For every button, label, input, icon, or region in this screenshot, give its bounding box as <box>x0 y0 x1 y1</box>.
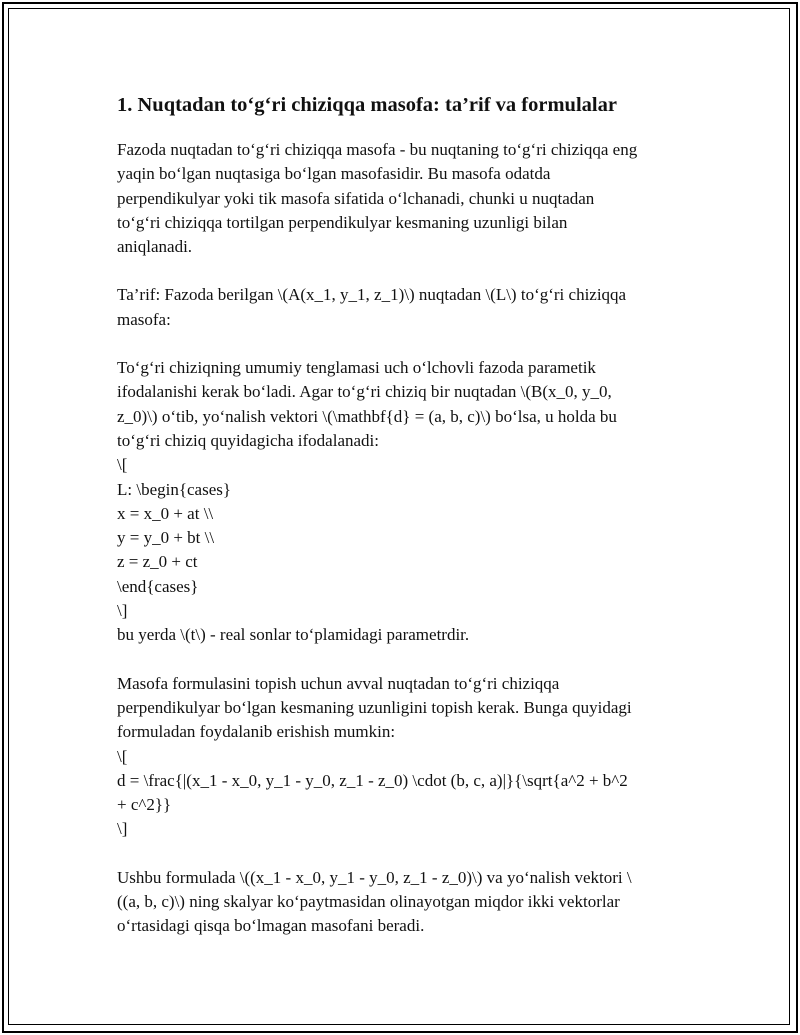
document-body <box>117 88 689 963</box>
text-line: + c^2}} <box>117 795 172 815</box>
text-line: masofa: <box>117 309 171 329</box>
text-line: \] <box>117 819 128 839</box>
text-line: o‘rtasidagi qisqa bo‘lmagan masofani beradi. <box>117 916 425 936</box>
text-line: to‘g‘ri chiziq quyidagicha ifodalanadi: <box>117 430 379 450</box>
text-line: d = \frac{|(x_1 - x_0, y_1 - y_0, z_1 - z_0) \cdot (b, c, a)|}{\sqrt{a^2 + b^2 <box>117 770 628 790</box>
paragraph <box>117 672 689 842</box>
text-line: Ushbu formulada \((x_1 - x_0, y_1 - y_0, z_1 - z_0)\) va yo‘nalish vektori \ <box>117 867 632 887</box>
text-line: Masofa formulasini topish uchun avval nuqtadan to‘g‘ri chiziqqa <box>117 673 560 693</box>
paragraph <box>117 283 689 332</box>
text-line: x = x_0 + at \\ <box>117 503 214 523</box>
text-line: \[ <box>117 746 128 766</box>
paragraph <box>117 138 689 259</box>
text-line: Ta’rif: Fazoda berilgan \(A(x_1, y_1, z_1)\) nuqtadan \(L\) to‘g‘ri chiziqqa <box>117 285 627 305</box>
text-line: ((a, b, c)\) ning skalyar ko‘paytmasidan olinayotgan miqdor ikki vektorlar <box>117 892 620 912</box>
text-line: To‘g‘ri chiziqning umumiy tenglamasi uch o‘lchovli fazoda parametik <box>117 358 596 378</box>
text-line: L: \begin{cases} <box>117 479 232 499</box>
text-line: ifodalanishi kerak bo‘ladi. Agar to‘g‘ri chiziq bir nuqtadan \(B(x_0, y_0, <box>117 382 612 402</box>
text-line: y = y_0 + bt \\ <box>117 528 215 548</box>
text-line: bu yerda \(t\) - real sonlar to‘plamidagi parametrdir. <box>117 625 470 645</box>
paragraph-list <box>117 138 689 939</box>
paragraph <box>117 356 689 648</box>
section-heading: 1. Nuqtadan to‘g‘ri chiziqqa masofa: ta’rif va formulalar <box>117 94 617 116</box>
text-line: perpendikulyar yoki tik masofa sifatida o‘lchanadi, chunki u nuqtadan <box>117 188 595 208</box>
text-line: perpendikulyar bo‘lgan kesmaning uzunligini topish kerak. Bunga quyidagi <box>117 697 632 717</box>
text-line: z_0)\) o‘tib, yo‘nalish vektori \(\mathbf{d} = (a, b, c)\) bo‘lsa, u holda bu <box>117 406 617 426</box>
paragraph <box>117 866 689 939</box>
text-line: yaqin bo‘lgan nuqtasiga bo‘lgan masofasidir. Bu masofa odatda <box>117 164 551 184</box>
text-line: \] <box>117 601 128 621</box>
text-line: aniqlanadi. <box>117 237 193 257</box>
text-line: \end{cases} <box>117 576 199 596</box>
text-line: Fazoda nuqtadan to‘g‘ri chiziqqa masofa - bu nuqtaning to‘g‘ri chiziqqa eng <box>117 140 638 159</box>
text-line: formuladan foydalanib erishish mumkin: <box>117 722 396 742</box>
text-line: z = z_0 + ct <box>117 552 198 572</box>
text-line: to‘g‘ri chiziqqa tortilgan perpendikulyar kesmaning uzunligi bilan <box>117 212 568 232</box>
text-line: \[ <box>117 455 128 475</box>
